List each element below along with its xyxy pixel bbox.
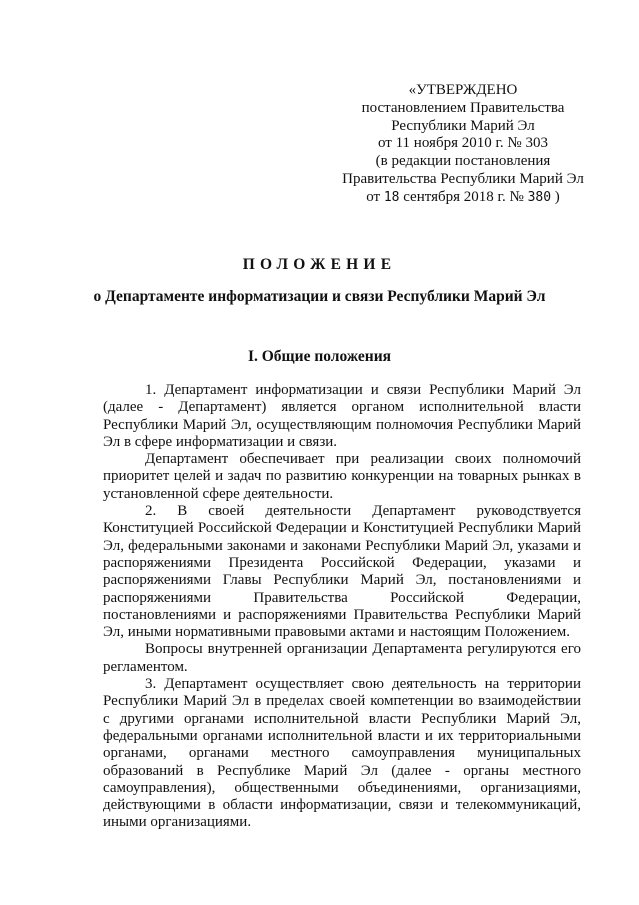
approval-line: от 11 ноября 2010 г. № 303	[378, 135, 548, 152]
approval-date-number: 380	[527, 189, 552, 205]
paragraph: Департамент обеспечивает при реализации своих полномочий приоритет целей и задач по развитию конкуренции на товарных рынках в установленной сфере деятельности.	[103, 451, 581, 502]
approval-line: Республики Марий Эл	[391, 117, 535, 134]
document-subtitle: о Департаменте информатизации и связи Республики Марий Эл	[93, 288, 546, 305]
approval-date-day: 18	[383, 189, 400, 205]
approval-date-line	[330, 189, 596, 207]
approval-line: Правительства Республики Марий Эл	[342, 170, 584, 187]
approval-stamp	[330, 82, 596, 207]
paragraph: 1. Департамент информатизации и связи Республики Марий Эл (далее - Департамент) является органом исполнительной власти Республики Марий Эл, осуществляющим полномочия Республики Марий Эл в сфере информатизации и связи.	[103, 382, 581, 450]
paragraph: 3. Департамент осуществляет свою деятельность на территории Республики Марий Эл в пределах своей компетенции во взаимодействии с другими органами исполнительной власти Республики Марий Эл, федеральными органами исполнительной власти и их территориальными органами, органами местного самоуправления муниципальных образований в Республике Марий Эл (далее - органы местного самоуправления), общественными объединениями, организациями, действующими в области информатизации, связи и телекоммуникаций, иными организациями.	[103, 676, 581, 831]
approval-date-prefix: от	[366, 188, 381, 205]
approval-date-middle: сентября 2018 г. №	[403, 188, 524, 205]
paragraph: 2. В своей деятельности Департамент руководствуется Конституцией Российской Федерации и Конституцией Республики Марий Эл, федеральными законами и законами Республики Марий Эл, указами и распоряжениями Президента Российской Федерации, указами и распоряжениями Главы Республики Марий Эл, постановлениями и распоряжениями Правительства Российской Федерации, постановлениями и распоряжениями Правительства Республики Марий Эл, иными нормативными правовыми актами и настоящим Положением.	[103, 503, 581, 641]
approval-line: (в редакции постановления	[375, 153, 551, 170]
document-body	[103, 382, 581, 832]
section-heading: I. Общие положения	[247, 348, 392, 365]
approval-date-suffix: )	[554, 188, 560, 205]
paragraph: Вопросы внутренней организации Департамента регулируются его регламентом.	[103, 641, 581, 675]
approval-line: «УТВЕРЖДЕНО	[408, 82, 518, 98]
approval-line: постановлением Правительства	[361, 99, 565, 116]
document-title: ПОЛОЖЕНИЕ	[242, 256, 397, 273]
